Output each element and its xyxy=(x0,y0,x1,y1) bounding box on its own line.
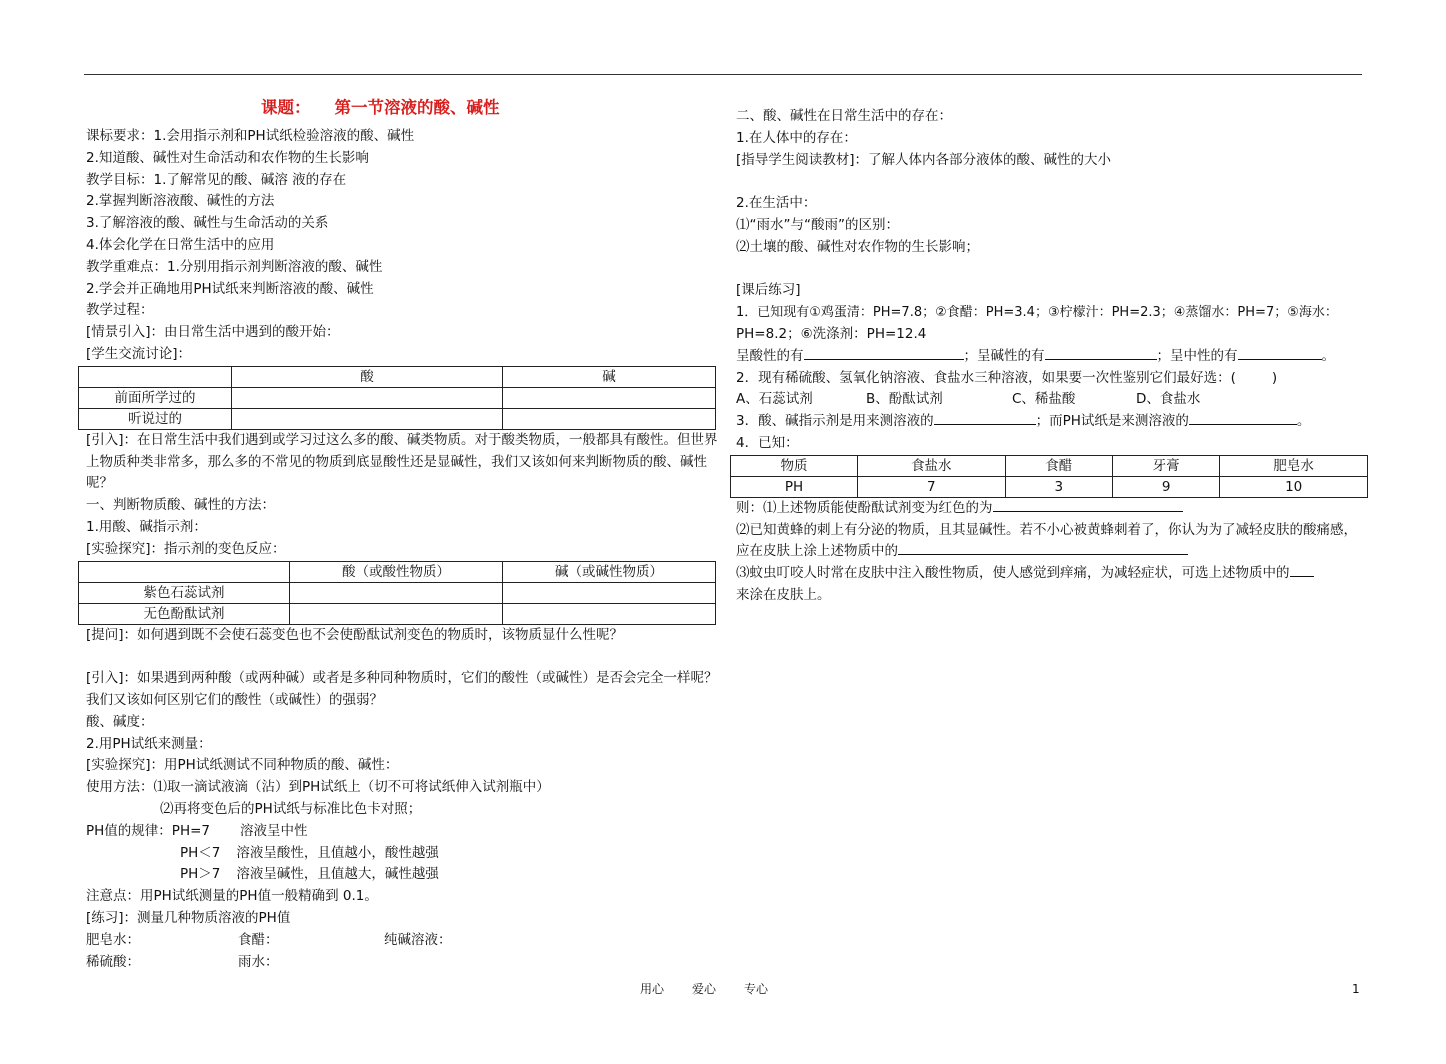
q3-text-b: ；而PH试纸是来测溶液的 xyxy=(1035,413,1189,430)
table-cell: 9 xyxy=(1112,476,1219,497)
q2-end: ) xyxy=(1271,369,1278,386)
table-header-row xyxy=(731,455,1368,476)
h2so4-label: 稀硫酸： xyxy=(86,953,140,970)
answer-1 xyxy=(736,498,1370,520)
answer-blank[interactable] xyxy=(1290,576,1314,577)
explore-2: [实验探究]：用PH试纸测试不同种物质的酸、碱性： xyxy=(86,757,399,774)
table-cell: 听说过的 xyxy=(79,408,232,429)
table-cell: 3 xyxy=(1005,476,1112,497)
answer-2-text: ⑵已知黄蜂的刺上有分泌的物质，且其显碱性。若不小心被黄蜂刺着了，你认为为了减轻皮肤的酸痛感，应在皮肤上涂上述物质中的 xyxy=(736,521,1357,560)
answer-blank[interactable] xyxy=(1189,424,1297,425)
section-1-2: 2.用PH试纸来测量： xyxy=(86,735,212,752)
section-2-heading: 二、酸、碱性在日常生活中的存在： xyxy=(736,108,952,124)
answer-blank[interactable] xyxy=(934,424,1036,425)
answer-3-text: ⑶蚊虫叮咬人时常在皮肤中注入酸性物质，使人感觉到痒痛，为减轻症状，可选上述物质中的 xyxy=(736,565,1290,582)
table-row xyxy=(79,582,716,603)
homework-heading: [课后练习] xyxy=(736,282,801,299)
option-b: B、酚酞试剂 xyxy=(866,391,943,408)
objective-3: 3.了解溶液的酸、碱性与生命活动的关系 xyxy=(86,215,329,232)
practice-line: [练习]：测量几种物质溶液的PH值 xyxy=(86,909,291,926)
table-header-cell xyxy=(79,561,290,582)
rain-label: 雨水： xyxy=(238,953,279,970)
table-header-cell: 物质 xyxy=(731,455,858,476)
table-header-cell: 碱（或碱性物质） xyxy=(503,561,716,582)
ph-rule-3-cond: PH＞7 xyxy=(180,866,221,883)
vinegar-label: 食醋： xyxy=(238,931,279,948)
answer-2 xyxy=(736,520,1370,564)
key-point-1: 教学重难点：1.分别用指示剂判断溶液的酸、碱性 xyxy=(86,258,383,275)
ph-values-table xyxy=(730,455,1368,498)
guide-line: [指导学生阅读教材]：了解人体内各部分液体的酸、碱性的大小 xyxy=(736,151,1112,168)
footer-item: 爱心 xyxy=(692,982,717,996)
table-cell xyxy=(503,408,716,429)
table-row xyxy=(79,408,716,429)
practice-row-2 xyxy=(86,952,718,974)
q4-line: 4．已知： xyxy=(736,434,799,451)
soap-label: 肥皂水： xyxy=(86,931,140,948)
degree-heading: 酸、碱度： xyxy=(86,713,154,730)
answer-3-end: 来涂在皮肤上。 xyxy=(736,586,831,603)
ph-rule-3-result: 溶液呈碱性，且值越大，碱性越强 xyxy=(236,866,439,883)
footer-center xyxy=(640,980,796,998)
lead-paragraph: [引入]：在日常生活中我们遇到或学习过这么多的酸、碱类物质。对于酸类物质，一般都具有酸性。但世界上物质种类非常多，那么多的不常见的物质到底显酸性还是显碱性，我们又该如何来判断物质的酸、碱性呢？ xyxy=(86,431,718,492)
life-item-1: ⑴“雨水”与“酸雨”的区别： xyxy=(736,216,899,233)
note-line: 注意点：用PH试纸测量的PH值一般精确到 0.1。 xyxy=(86,888,378,905)
table-header-cell: 肥皂水 xyxy=(1220,455,1368,476)
title-text: 第一节溶液的酸、碱性 xyxy=(334,98,500,117)
table-header-cell xyxy=(79,366,232,387)
objective-2: 2.掌握判断溶液酸、碱性的方法 xyxy=(86,193,275,210)
option-d: D、食盐水 xyxy=(1136,391,1201,408)
table-cell: 前面所学过的 xyxy=(79,387,232,408)
header-rule xyxy=(84,74,1362,75)
q1-neutral-label: ；呈中性的有 xyxy=(1156,347,1238,364)
usage-2 xyxy=(86,799,718,821)
q1-acid-label: 呈酸性的有 xyxy=(736,347,804,364)
page-title xyxy=(86,96,718,120)
table-row xyxy=(79,387,716,408)
soda-label: 纯碱溶液： xyxy=(384,931,452,948)
answer-blank[interactable] xyxy=(993,511,1183,512)
page-footer xyxy=(0,980,1446,998)
answer-1-text: 则：⑴上述物质能使酚酞试剂变为红色的为 xyxy=(736,499,993,516)
ph-rule-label: PH值的规律： xyxy=(86,822,172,839)
table-cell: 紫色石蕊试剂 xyxy=(79,582,290,603)
life-item-2: ⑵土壤的酸、碱性对农作物的生长影响； xyxy=(736,238,979,255)
q1-answer-line xyxy=(736,346,1370,368)
req-line-1: 课标要求：1.会用指示剂和PH试纸检验溶液的酸、碱性 xyxy=(86,128,415,144)
table-header-cell: 食醋 xyxy=(1005,455,1112,476)
process-heading: 教学过程： xyxy=(86,302,154,319)
q1-line-1: 1．已知现有①鸡蛋清：PH=7.8；②食醋：PH=3.4；③柠檬汁：PH=2.3；④蒸馏水：PH=7；⑤海水： xyxy=(736,305,1338,321)
ph-rule-3 xyxy=(86,864,718,886)
answer-blank[interactable] xyxy=(898,554,1188,555)
section-1-heading: 一、判断物质酸、碱性的方法： xyxy=(86,497,275,514)
explore-1: [实验探究]：指示剂的变色反应： xyxy=(86,540,286,557)
answer-blank[interactable] xyxy=(1238,359,1322,360)
answer-blank[interactable] xyxy=(804,359,964,360)
q3-line xyxy=(736,411,1370,433)
title-label: 课题： xyxy=(261,98,311,117)
table-header-row xyxy=(79,561,716,582)
q3-end: 。 xyxy=(1296,413,1311,430)
table-row xyxy=(79,603,716,624)
discussion-heading: [学生交流讨论]： xyxy=(86,345,192,362)
ph-rule-1-cond: PH=7 xyxy=(171,822,210,839)
table-header-row xyxy=(79,366,716,387)
objective-1: 教学目标：1.了解常见的酸、碱溶 液的存在 xyxy=(86,171,347,188)
practice-row-1 xyxy=(86,930,718,952)
req-line-2: 2.知道酸、碱性对生命活动和农作物的生长影响 xyxy=(86,149,369,166)
left-column xyxy=(86,96,718,973)
table-cell xyxy=(503,582,716,603)
usage-1: 使用方法：⑴取一滴试液滴（沾）到PH试纸上（切不可将试纸伸入试剂瓶中） xyxy=(86,779,550,796)
answer-3 xyxy=(736,563,1370,607)
table-cell xyxy=(232,408,503,429)
right-column xyxy=(736,106,1370,607)
table-header-cell: 酸 xyxy=(232,366,503,387)
acid-base-known-table xyxy=(78,366,716,430)
q2-text: 2．现有稀硫酸、氢氧化钠溶液、食盐水三种溶液，如果要一次性鉴别它们最好选：( xyxy=(736,369,1236,386)
option-a: A、石蕊试剂 xyxy=(736,391,813,408)
answer-blank[interactable] xyxy=(1045,359,1157,360)
life-heading: 2.在生活中： xyxy=(736,195,817,212)
table-cell xyxy=(232,387,503,408)
table-cell xyxy=(290,603,503,624)
table-cell xyxy=(503,387,716,408)
question-line: [提问]：如何遇到既不会使石蕊变色也不会使酚酞试剂变色的物质时，该物质显什么性呢？ xyxy=(86,626,624,643)
key-point-2: 2.学会并正确地用PH试纸来判断溶液的酸、碱性 xyxy=(86,280,374,297)
q3-text-a: 3．酸、碱指示剂是用来测溶液的 xyxy=(736,413,934,430)
table-cell xyxy=(290,582,503,603)
table-row xyxy=(731,476,1368,497)
ph-rule-2-result: 溶液呈酸性，且值越小，酸性越强 xyxy=(236,844,439,861)
body-presence: 1.在人体中的存在： xyxy=(736,129,857,146)
table-header-cell: 食盐水 xyxy=(858,455,1006,476)
table-cell: 无色酚酞试剂 xyxy=(79,603,290,624)
scene-intro: [情景引入]：由日常生活中遇到的酸开始： xyxy=(86,324,340,341)
footer-item: 用心 xyxy=(640,982,665,996)
footer-item: 专心 xyxy=(744,982,769,996)
q1-base-label: ；呈碱性的有 xyxy=(963,347,1045,364)
table-header-cell: 牙膏 xyxy=(1112,455,1219,476)
objective-4: 4.体会化学在日常生活中的应用 xyxy=(86,236,275,253)
ph-rule-2-cond: PH＜7 xyxy=(180,844,221,861)
indicator-table xyxy=(78,561,716,625)
option-c: C、稀盐酸 xyxy=(1012,391,1076,408)
section-1-1: 1.用酸、碱指示剂： xyxy=(86,518,207,535)
table-cell: 7 xyxy=(858,476,1006,497)
ph-rule-1 xyxy=(86,821,718,843)
table-cell: 10 xyxy=(1220,476,1368,497)
ph-rule-1-result: 溶液呈中性 xyxy=(240,822,308,839)
q1-line-2: PH=8.2；⑥洗涤剂：PH=12.4 xyxy=(736,325,927,342)
lead-2-paragraph: [引入]：如果遇到两种酸（或两种碱）或者是多种同种物质时，它们的酸性（或碱性）是否会完全一样呢？我们又该如何区别它们的酸性（或碱性）的强弱？ xyxy=(86,670,718,708)
table-cell: PH xyxy=(731,476,858,497)
page-number: 1 xyxy=(1352,982,1360,996)
q2-line xyxy=(736,368,1370,390)
q2-options xyxy=(736,389,1370,411)
table-header-cell: 碱 xyxy=(503,366,716,387)
usage-2-text: ⑵再将变色后的PH试纸与标准比色卡对照； xyxy=(160,800,422,817)
table-cell xyxy=(503,603,716,624)
ph-rule-2 xyxy=(86,843,718,865)
table-header-cell: 酸（或酸性物质） xyxy=(290,561,503,582)
q1-end: 。 xyxy=(1321,347,1335,364)
